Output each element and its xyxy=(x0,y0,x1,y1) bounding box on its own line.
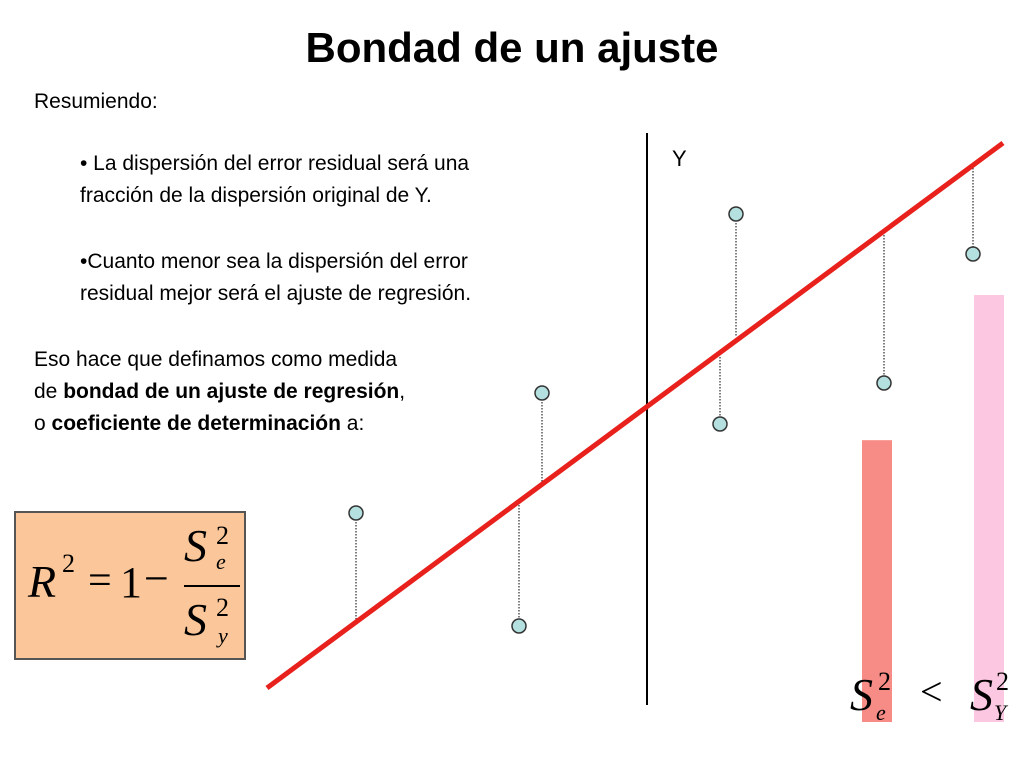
bullet1-line2: fracción de la dispersión original de Y. xyxy=(80,184,432,207)
term-coeficiente-determinacion: coeficiente de determinación xyxy=(51,412,341,435)
comparison-right-s: S xyxy=(970,669,993,720)
regression-line xyxy=(267,143,1003,688)
comparison-left-s: S xyxy=(850,669,873,720)
formula-equals: = xyxy=(88,558,112,604)
data-point xyxy=(713,417,727,431)
data-point xyxy=(512,619,526,633)
data-point xyxy=(877,376,891,390)
formula-denominator-exponent: 2 xyxy=(216,593,229,622)
total-dispersion-bar xyxy=(974,295,1004,722)
bullet1-line1: • La dispersión del error residual será una xyxy=(80,152,470,175)
conclusion-line1: Eso hace que definamos como medida xyxy=(34,348,398,371)
bullet2-line2: residual mejor será el ajuste de regresión. xyxy=(80,282,472,305)
formula-one: 1 xyxy=(120,558,142,607)
formula-denominator-s: S xyxy=(184,594,207,645)
comparison-left-exponent: 2 xyxy=(878,667,891,696)
data-point xyxy=(535,386,549,400)
data-point xyxy=(729,207,743,221)
comparison-left-subscript: e xyxy=(876,700,886,725)
conclusion-line2-post: , xyxy=(399,380,406,403)
data-point xyxy=(349,506,363,520)
conclusion-line3-post: a: xyxy=(340,412,365,435)
comparison-right-subscript: Y xyxy=(994,700,1007,725)
formula-denominator-subscript: y xyxy=(218,623,228,648)
bullet2-line1: •Cuanto menor sea la dispersión del error xyxy=(80,250,468,273)
y-axis-label: Y xyxy=(672,146,687,171)
comparison-right-exponent: 2 xyxy=(996,667,1009,696)
formula-minus: − xyxy=(144,554,169,603)
conclusion-line3-pre: o xyxy=(34,412,52,435)
intro-text: Resumiendo: xyxy=(34,90,158,113)
formula-numerator-subscript: e xyxy=(216,549,226,574)
formula-numerator-exponent: 2 xyxy=(216,521,229,550)
term-bondad-ajuste: bondad de un ajuste de regresión xyxy=(63,380,400,403)
formula-r-exponent: 2 xyxy=(62,549,75,578)
formula-r: R xyxy=(28,556,57,607)
slide-title: Bondad de un ajuste xyxy=(305,24,719,71)
data-point xyxy=(966,247,980,261)
comparison-operator: < xyxy=(920,669,943,714)
conclusion-line2-pre: de xyxy=(34,380,64,403)
formula-numerator-s: S xyxy=(184,520,207,571)
